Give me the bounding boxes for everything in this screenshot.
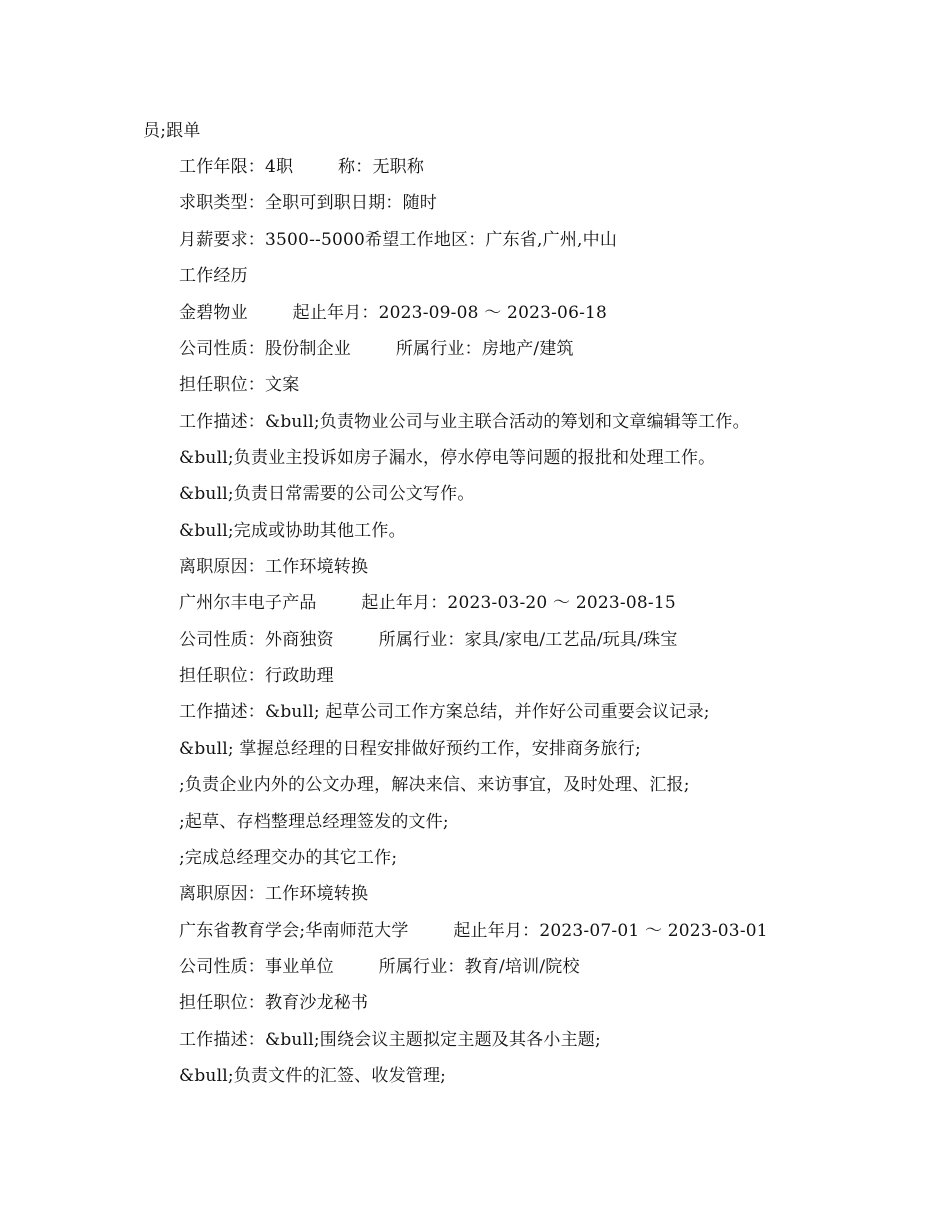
text-line: &bull; 掌握总经理的日程安排做好预约工作，安排商务旅行;	[179, 739, 641, 759]
text-line: &bull;负责业主投诉如房子漏水，停水停电等问题的报批和处理工作。	[179, 448, 716, 468]
text-line: 担任职位：文案	[179, 375, 300, 395]
text-line: 工作描述：&bull; 起草公司工作方案总结，并作好公司重要会议记录;	[179, 702, 710, 722]
text-line: 公司性质：外商独资 所属行业：家具/家电/工艺品/玩具/珠宝	[179, 630, 678, 650]
section-heading: 工作经历	[179, 266, 248, 286]
text-line: 广东省教育学会;华南师范大学 起止年月：2023-07-01 ～ 2023-03-01	[179, 921, 768, 941]
text-line: &bull;负责文件的汇签、收发管理;	[179, 1066, 447, 1086]
text-line: 金碧物业 起止年月：2023-09-08 ～ 2023-06-18	[179, 303, 608, 323]
text-line: 公司性质：股份制企业 所属行业：房地产/建筑	[179, 339, 574, 359]
text-line: 求职类型：全职可到职日期：随时	[179, 193, 437, 213]
text-line: &bull;完成或协助其他工作。	[179, 521, 406, 541]
text-line: 工作年限：4职 称：无职称	[179, 157, 425, 177]
text-line: 月薪要求：3500--5000希望工作地区：广东省,广州,中山	[179, 230, 618, 250]
text-line: 离职原因：工作环境转换	[179, 884, 369, 904]
text-line: 广州尔丰电子产品 起止年月：2023-03-20 ～ 2023-08-15	[179, 593, 676, 613]
text-line: 公司性质：事业单位 所属行业：教育/培训/院校	[179, 957, 580, 977]
text-line: 工作描述：&bull;负责物业公司与业主联合活动的筹划和文章编辑等工作。	[179, 412, 750, 432]
text-line: &bull;负责日常需要的公司公文写作。	[179, 484, 475, 504]
text-line: ;负责企业内外的公文办理，解决来信、来访事宜，及时处理、汇报;	[179, 775, 690, 795]
text-line: ;起草、存档整理总经理签发的文件;	[179, 812, 449, 832]
text-line: ;完成总经理交办的其它工作;	[179, 848, 398, 868]
text-line: 离职原因：工作环境转换	[179, 557, 369, 577]
text-line: 员;跟单	[143, 121, 201, 141]
text-line: 工作描述：&bull;围绕会议主题拟定主题及其各小主题;	[179, 1030, 601, 1050]
text-line: 担任职位：行政助理	[179, 666, 334, 686]
text-line: 担任职位：教育沙龙秘书	[179, 993, 369, 1013]
